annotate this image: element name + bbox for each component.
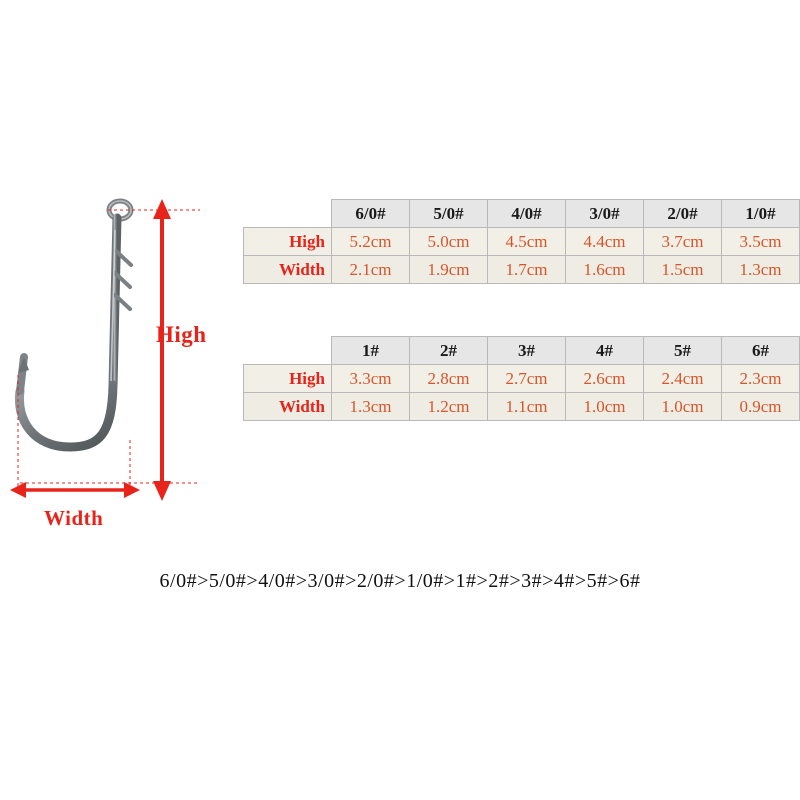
fishing-hook-diagram bbox=[0, 185, 240, 535]
table-header-row bbox=[244, 337, 800, 365]
column-header: 1/0# bbox=[721, 200, 799, 228]
cell-value: 2.3cm bbox=[721, 365, 799, 393]
header-blank-cell bbox=[244, 337, 332, 365]
column-header: 2/0# bbox=[643, 200, 721, 228]
column-header: 4/0# bbox=[487, 200, 565, 228]
row-label-width: Width bbox=[244, 393, 332, 421]
cell-value: 1.7cm bbox=[487, 256, 565, 284]
cell-value: 2.7cm bbox=[487, 365, 565, 393]
cell-value: 2.6cm bbox=[565, 365, 643, 393]
row-label-high: High bbox=[244, 365, 332, 393]
high-label: High bbox=[156, 322, 207, 347]
width-label: Width bbox=[44, 506, 104, 530]
cell-value: 1.1cm bbox=[487, 393, 565, 421]
column-header: 4# bbox=[565, 337, 643, 365]
column-header: 6# bbox=[721, 337, 799, 365]
row-label-width: Width bbox=[244, 256, 332, 284]
column-header: 5# bbox=[643, 337, 721, 365]
cell-value: 1.9cm bbox=[409, 256, 487, 284]
cell-value: 0.9cm bbox=[721, 393, 799, 421]
table-row bbox=[244, 256, 800, 284]
row-label-high: High bbox=[244, 228, 332, 256]
cell-value: 3.5cm bbox=[721, 228, 799, 256]
cell-value: 1.6cm bbox=[565, 256, 643, 284]
cell-value: 3.7cm bbox=[643, 228, 721, 256]
cell-value: 3.3cm bbox=[331, 365, 409, 393]
header-blank-cell bbox=[244, 200, 332, 228]
cell-value: 5.2cm bbox=[331, 228, 409, 256]
table-row bbox=[244, 365, 800, 393]
column-header: 1# bbox=[331, 337, 409, 365]
cell-value: 1.0cm bbox=[643, 393, 721, 421]
cell-value: 1.3cm bbox=[331, 393, 409, 421]
column-header: 5/0# bbox=[409, 200, 487, 228]
column-header: 3/0# bbox=[565, 200, 643, 228]
cell-value: 4.5cm bbox=[487, 228, 565, 256]
column-header: 6/0# bbox=[331, 200, 409, 228]
cell-value: 2.8cm bbox=[409, 365, 487, 393]
cell-value: 2.1cm bbox=[331, 256, 409, 284]
cell-value: 1.3cm bbox=[721, 256, 799, 284]
cell-value: 5.0cm bbox=[409, 228, 487, 256]
cell-value: 4.4cm bbox=[565, 228, 643, 256]
size-table-large bbox=[243, 199, 800, 284]
cell-value: 2.4cm bbox=[643, 365, 721, 393]
column-header: 3# bbox=[487, 337, 565, 365]
column-header: 2# bbox=[409, 337, 487, 365]
size-order-caption: 6/0#>5/0#>4/0#>3/0#>2/0#>1/0#>1#>2#>3#>4#>5#>6# bbox=[159, 570, 641, 592]
width-dimension-arrow bbox=[8, 477, 143, 503]
cell-value: 1.2cm bbox=[409, 393, 487, 421]
cell-value: 1.0cm bbox=[565, 393, 643, 421]
cell-value: 1.5cm bbox=[643, 256, 721, 284]
size-table-small bbox=[243, 336, 800, 421]
table-row bbox=[244, 393, 800, 421]
table-row bbox=[244, 228, 800, 256]
table-header-row bbox=[244, 200, 800, 228]
